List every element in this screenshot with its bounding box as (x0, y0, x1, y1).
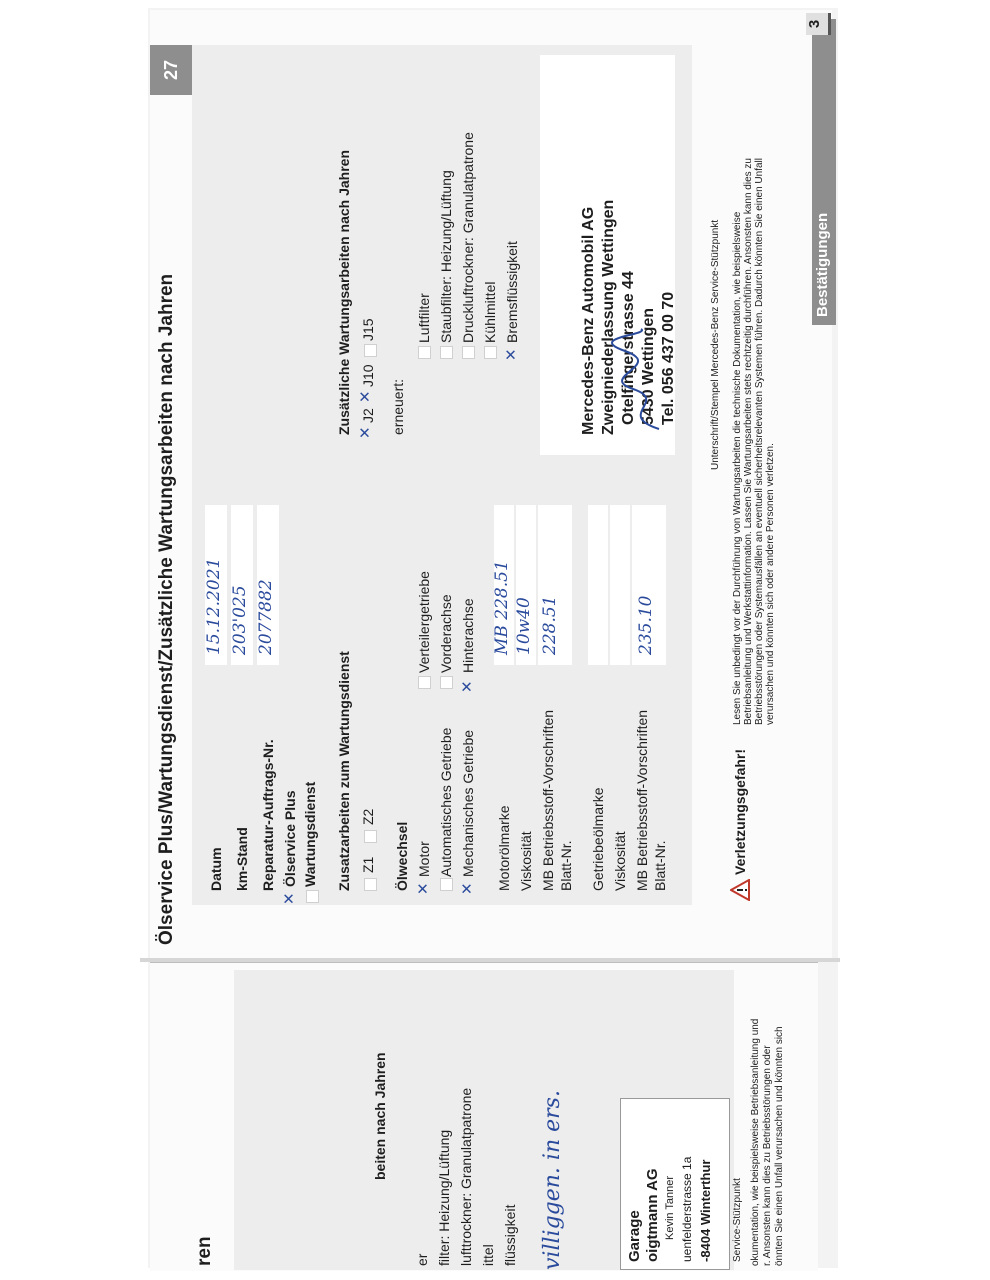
oel-plus-check-mark: ✕ (280, 892, 298, 905)
zusaetzlich-title: Zusätzliche Wartungsarbeiten nach Jahren (336, 150, 352, 435)
kuehlmittel-label: Kühlmittel (482, 281, 498, 343)
left-item-5: flüssigkeit (502, 1204, 518, 1266)
j15-label: J15 (360, 318, 376, 341)
staubfilter-checkbox[interactable] (440, 346, 453, 359)
getriebeoel-mb-label: MB Betriebsstoff-Vorschriften (634, 709, 650, 891)
warning-title: Verletzungsgefahr! (732, 748, 748, 875)
warning-triangle-icon (730, 879, 750, 901)
getriebeoel-marke-field[interactable] (588, 505, 608, 665)
left-item-1: er (414, 1253, 430, 1266)
left-stamp-line-4: uenfelderstrasse 1a (680, 1156, 694, 1262)
left-item-3: lufttrockner: Granulatpatrone (458, 1087, 474, 1266)
stamp-line-5: Tel. 056 437 00 70 (660, 291, 677, 425)
km-label: km-Stand (234, 827, 250, 891)
auto-getriebe-label: Automatisches Getriebe (438, 727, 454, 877)
getriebeoel-visk-label: Viskosität (612, 831, 628, 891)
motoroel-visk-label: Viskosität (518, 831, 534, 891)
drucklufttrockner-label: Druckluftrockner: Granulatpatrone (460, 132, 476, 343)
wartungsdienst-label: Wartungsdienst (302, 781, 318, 887)
page-title: Ölservice Plus/Wartungsdienst/Zusätzliche Wartungsarbeiten nach Jahren (156, 273, 177, 945)
section-title: Bestätigungen (814, 212, 831, 317)
left-warning-line-1: okumentation, wie beispielsweise Betriebsanleitung und (750, 1018, 761, 1266)
getriebeoel-blatt-value: 235.10 (636, 595, 656, 655)
j2-check-mark: ✕ (356, 426, 374, 439)
stamp-line-2: Zweigniederlassung Wettingen (600, 199, 617, 435)
km-value: 203'025 (230, 585, 250, 655)
auftrag-label: Reparatur-Auftrags-Nr. (260, 739, 276, 891)
drucklufttrockner-checkbox[interactable] (462, 346, 475, 359)
vorderachse-checkbox[interactable] (440, 676, 453, 689)
motor-check-mark: ✕ (414, 882, 432, 895)
auftrag-value: 2077882 (256, 579, 276, 655)
erneuert-label: erneuert: (390, 378, 406, 435)
z2-checkbox[interactable] (364, 830, 377, 843)
zusatz-title: Zusatzarbeiten zum Wartungsdienst (336, 651, 352, 891)
oelwechsel-title: Ölwechsel (394, 821, 410, 891)
left-handwriting: villiggen. in ers. (540, 1090, 565, 1270)
mech-getriebe-label: Mechanisches Getriebe (460, 729, 476, 877)
left-warning-line-3: önnten Sie einen Unfall verursachen und könnten sich (774, 1026, 785, 1266)
z1-label: Z1 (360, 856, 376, 873)
z1-checkbox[interactable] (364, 878, 377, 891)
mech-getriebe-check-mark: ✕ (458, 882, 476, 895)
motoroel-marke-value: MB 228.51 (492, 560, 512, 655)
booklet-page-27 (150, 15, 830, 955)
motor-label: Motor (416, 841, 432, 877)
luftfilter-label: Luftfilter (416, 293, 432, 343)
motoroel-mb-label: MB Betriebsstoff-Vorschriften (540, 709, 556, 891)
j10-label: J10 (360, 364, 376, 387)
stamp-line-4: 5430 Wettingen (640, 307, 657, 425)
j2-label: J2 (360, 408, 376, 423)
motoroel-marke-label: Motorölmarke (496, 805, 512, 891)
oel-plus-label: Ölservice Plus (282, 790, 298, 887)
bremsfluessigkeit-check-mark: ✕ (502, 348, 520, 361)
hinterachse-check-mark: ✕ (458, 680, 476, 693)
vorderachse-label: Vorderachse (438, 594, 454, 673)
verteiler-checkbox[interactable] (418, 676, 431, 689)
wartungsdienst-checkbox[interactable] (306, 890, 319, 903)
j10-check-mark: ✕ (356, 390, 374, 403)
staubfilter-label: Staubfilter: Heizung/Lüftung (438, 170, 454, 343)
motoroel-blatt-label: Blatt-Nr. (558, 840, 574, 891)
z2-label: Z2 (360, 808, 376, 825)
getriebeoel-blatt-label: Blatt-Nr. (652, 840, 668, 891)
left-stamp-caption: Service-Stützpunkt (732, 1178, 743, 1262)
tab-number: 3 (806, 13, 831, 35)
luftfilter-checkbox[interactable] (418, 346, 431, 359)
left-stamp-line-1: Garage (626, 1210, 643, 1262)
bremsfluessigkeit-label: Bremsflüssigkeit (504, 241, 520, 343)
getriebeoel-marke-label: Getriebeölmarke (590, 787, 606, 891)
stamp-caption: Unterschrift/Stempel Mercedes-Benz Service-Stützpunkt (710, 219, 721, 470)
left-stamp-line-2: oigtmann AG (644, 1168, 661, 1262)
stamp-line-1: Mercedes-Benz Automobil AG (580, 206, 597, 435)
stamp-line-3: Otelfingerstrasse 44 (620, 271, 637, 425)
verteiler-label: Verteilergetriebe (416, 571, 432, 673)
warning-text: Lesen Sie unbedingt vor der Durchführung von Wartungsarbeiten die technische Dokumentation, wie beispielsweise Betriebsanleitung und Werkstattinformation. Lassen Sie Wartungsarbeiten stets rechtzeitig durchführen. Ansonsten kann dies zu Betriebsstörungen oder Systemausfällen an eventuell sicherheitsrelevanten Systemen führen. Dadurch könnten Sie einen Unfall verursachen und könnten sich oder andere Personen verletzen. (732, 157, 776, 725)
signature-icon (605, 325, 675, 435)
left-stamp-line-3: Kevin Tanner (664, 1175, 676, 1240)
kuehlmittel-checkbox[interactable] (484, 346, 497, 359)
left-stamp-line-5: -8404 Winterthur (698, 1159, 713, 1262)
left-heading-fragment: beiten nach Jahren (372, 1052, 388, 1180)
left-warning-line-2: r. Ansonsten kann dies zu Betriebsstörungen oder (762, 1045, 773, 1266)
getriebeoel-visk-field[interactable] (610, 505, 630, 665)
datum-label: Datum (208, 847, 224, 891)
motoroel-visk-value: 10w40 (514, 597, 534, 655)
auto-getriebe-checkbox[interactable] (440, 878, 453, 891)
left-item-2: filter: Heizung/Lüftung (436, 1129, 452, 1266)
hinterachse-label: Hinterachse (460, 598, 476, 673)
left-item-4: ittel (480, 1244, 496, 1266)
section-header (812, 19, 836, 325)
motoroel-blatt-value: 228.51 (540, 595, 560, 655)
booklet-page-26-fragment (150, 962, 830, 1270)
datum-value: 15.12.2021 (204, 557, 224, 655)
j15-checkbox[interactable] (364, 344, 377, 357)
left-title-fragment: ren (194, 1236, 215, 1266)
page-number: 27 (150, 45, 192, 95)
